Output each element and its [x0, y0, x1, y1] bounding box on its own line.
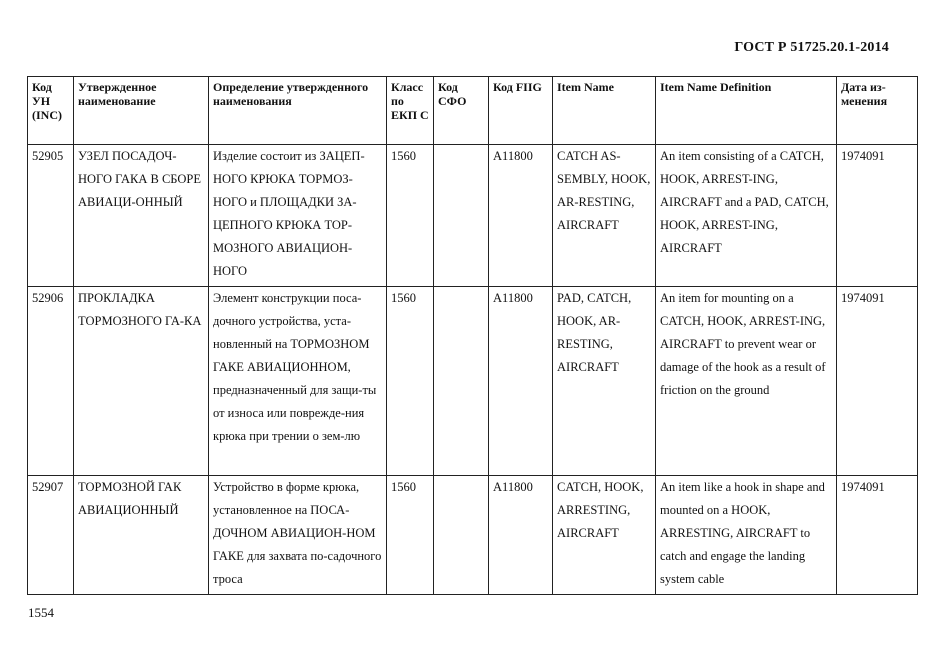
cell-sfo	[434, 287, 489, 476]
cell-approved-name: ПРОКЛАДКА ТОРМОЗНОГО ГА-КА	[74, 287, 209, 476]
cell-item-name-definition: An item for mounting on a CATCH, HOOK, ARREST-ING, AIRCRAFT to prevent wear or damage of the hook as a result of friction on the ground	[656, 287, 837, 476]
cell-fiig: A11800	[489, 476, 553, 595]
cell-approved-name: ТОРМОЗНОЙ ГАК АВИАЦИОННЫЙ	[74, 476, 209, 595]
column-header-change-date: Дата из-менения	[837, 77, 918, 145]
cell-class: 1560	[387, 476, 434, 595]
page-number: 1554	[28, 605, 54, 620]
cell-change-date: 1974091	[837, 476, 918, 595]
document-header: ГОСТ Р 51725.20.1-2014	[734, 40, 889, 55]
cell-change-date: 1974091	[837, 287, 918, 476]
cell-fiig: A11800	[489, 287, 553, 476]
cell-class: 1560	[387, 287, 434, 476]
cell-definition: Элемент конструкции поса-дочного устройства, уста-новленный на ТОРМОЗНОМ ГАКЕ АВИАЦИОННОМ, предназначенный для защи-ты от износа или поврежде-ния крюка при трении о зем-лю	[209, 287, 387, 476]
cell-change-date: 1974091	[837, 145, 918, 287]
cell-item-name-definition: An item like a hook in shape and mounted on a HOOK, ARRESTING, AIRCRAFT to catch and engage the landing system cable	[656, 476, 837, 595]
cell-definition: Устройство в форме крюка, установленное на ПОСА-ДОЧНОМ АВИАЦИОН-НОМ ГАКЕ для захвата по-садочного троса	[209, 476, 387, 595]
cell-definition: Изделие состоит из ЗАЦЕП-НОГО КРЮКА ТОРМОЗ-НОГО и ПЛОЩАДКИ ЗА-ЦЕПНОГО КРЮКА ТОР-МОЗНОГО АВИАЦИОН-НОГО	[209, 145, 387, 287]
cell-inc: 52905	[28, 145, 74, 287]
cell-inc: 52906	[28, 287, 74, 476]
cell-item-name: CATCH AS-SEMBLY, HOOK, AR-RESTING, AIRCRAFT	[553, 145, 656, 287]
cell-sfo	[434, 476, 489, 595]
column-header-class: Класс по ЕКП С	[387, 77, 434, 145]
cell-item-name: PAD, CATCH, HOOK, AR-RESTING, AIRCRAFT	[553, 287, 656, 476]
column-header-item-name: Item Name	[553, 77, 656, 145]
nomenclature-table	[27, 76, 918, 595]
column-header-inc: Код УН (INC)	[28, 77, 74, 145]
column-header-approved-name: Утвержденное наименование	[74, 77, 209, 145]
cell-item-name-definition: An item consisting of a CATCH, HOOK, ARREST-ING, AIRCRAFT and a PAD, CATCH, HOOK, ARREST-ING, AIRCRAFT	[656, 145, 837, 287]
column-header-sfo: Код СФО	[434, 77, 489, 145]
table-header-row	[28, 77, 918, 145]
column-header-item-name-definition: Item Name Definition	[656, 77, 837, 145]
table-row	[28, 145, 918, 287]
cell-fiig: A11800	[489, 145, 553, 287]
table-row	[28, 476, 918, 595]
table-row	[28, 287, 918, 476]
column-header-definition: Определение утвержденного наименования	[209, 77, 387, 145]
cell-item-name: CATCH, HOOK, ARRESTING, AIRCRAFT	[553, 476, 656, 595]
cell-class: 1560	[387, 145, 434, 287]
column-header-fiig: Код FIIG	[489, 77, 553, 145]
cell-sfo	[434, 145, 489, 287]
cell-inc: 52907	[28, 476, 74, 595]
cell-approved-name: УЗЕЛ ПОСАДОЧ-НОГО ГАКА В СБОРЕ АВИАЦИ-ОННЫЙ	[74, 145, 209, 287]
